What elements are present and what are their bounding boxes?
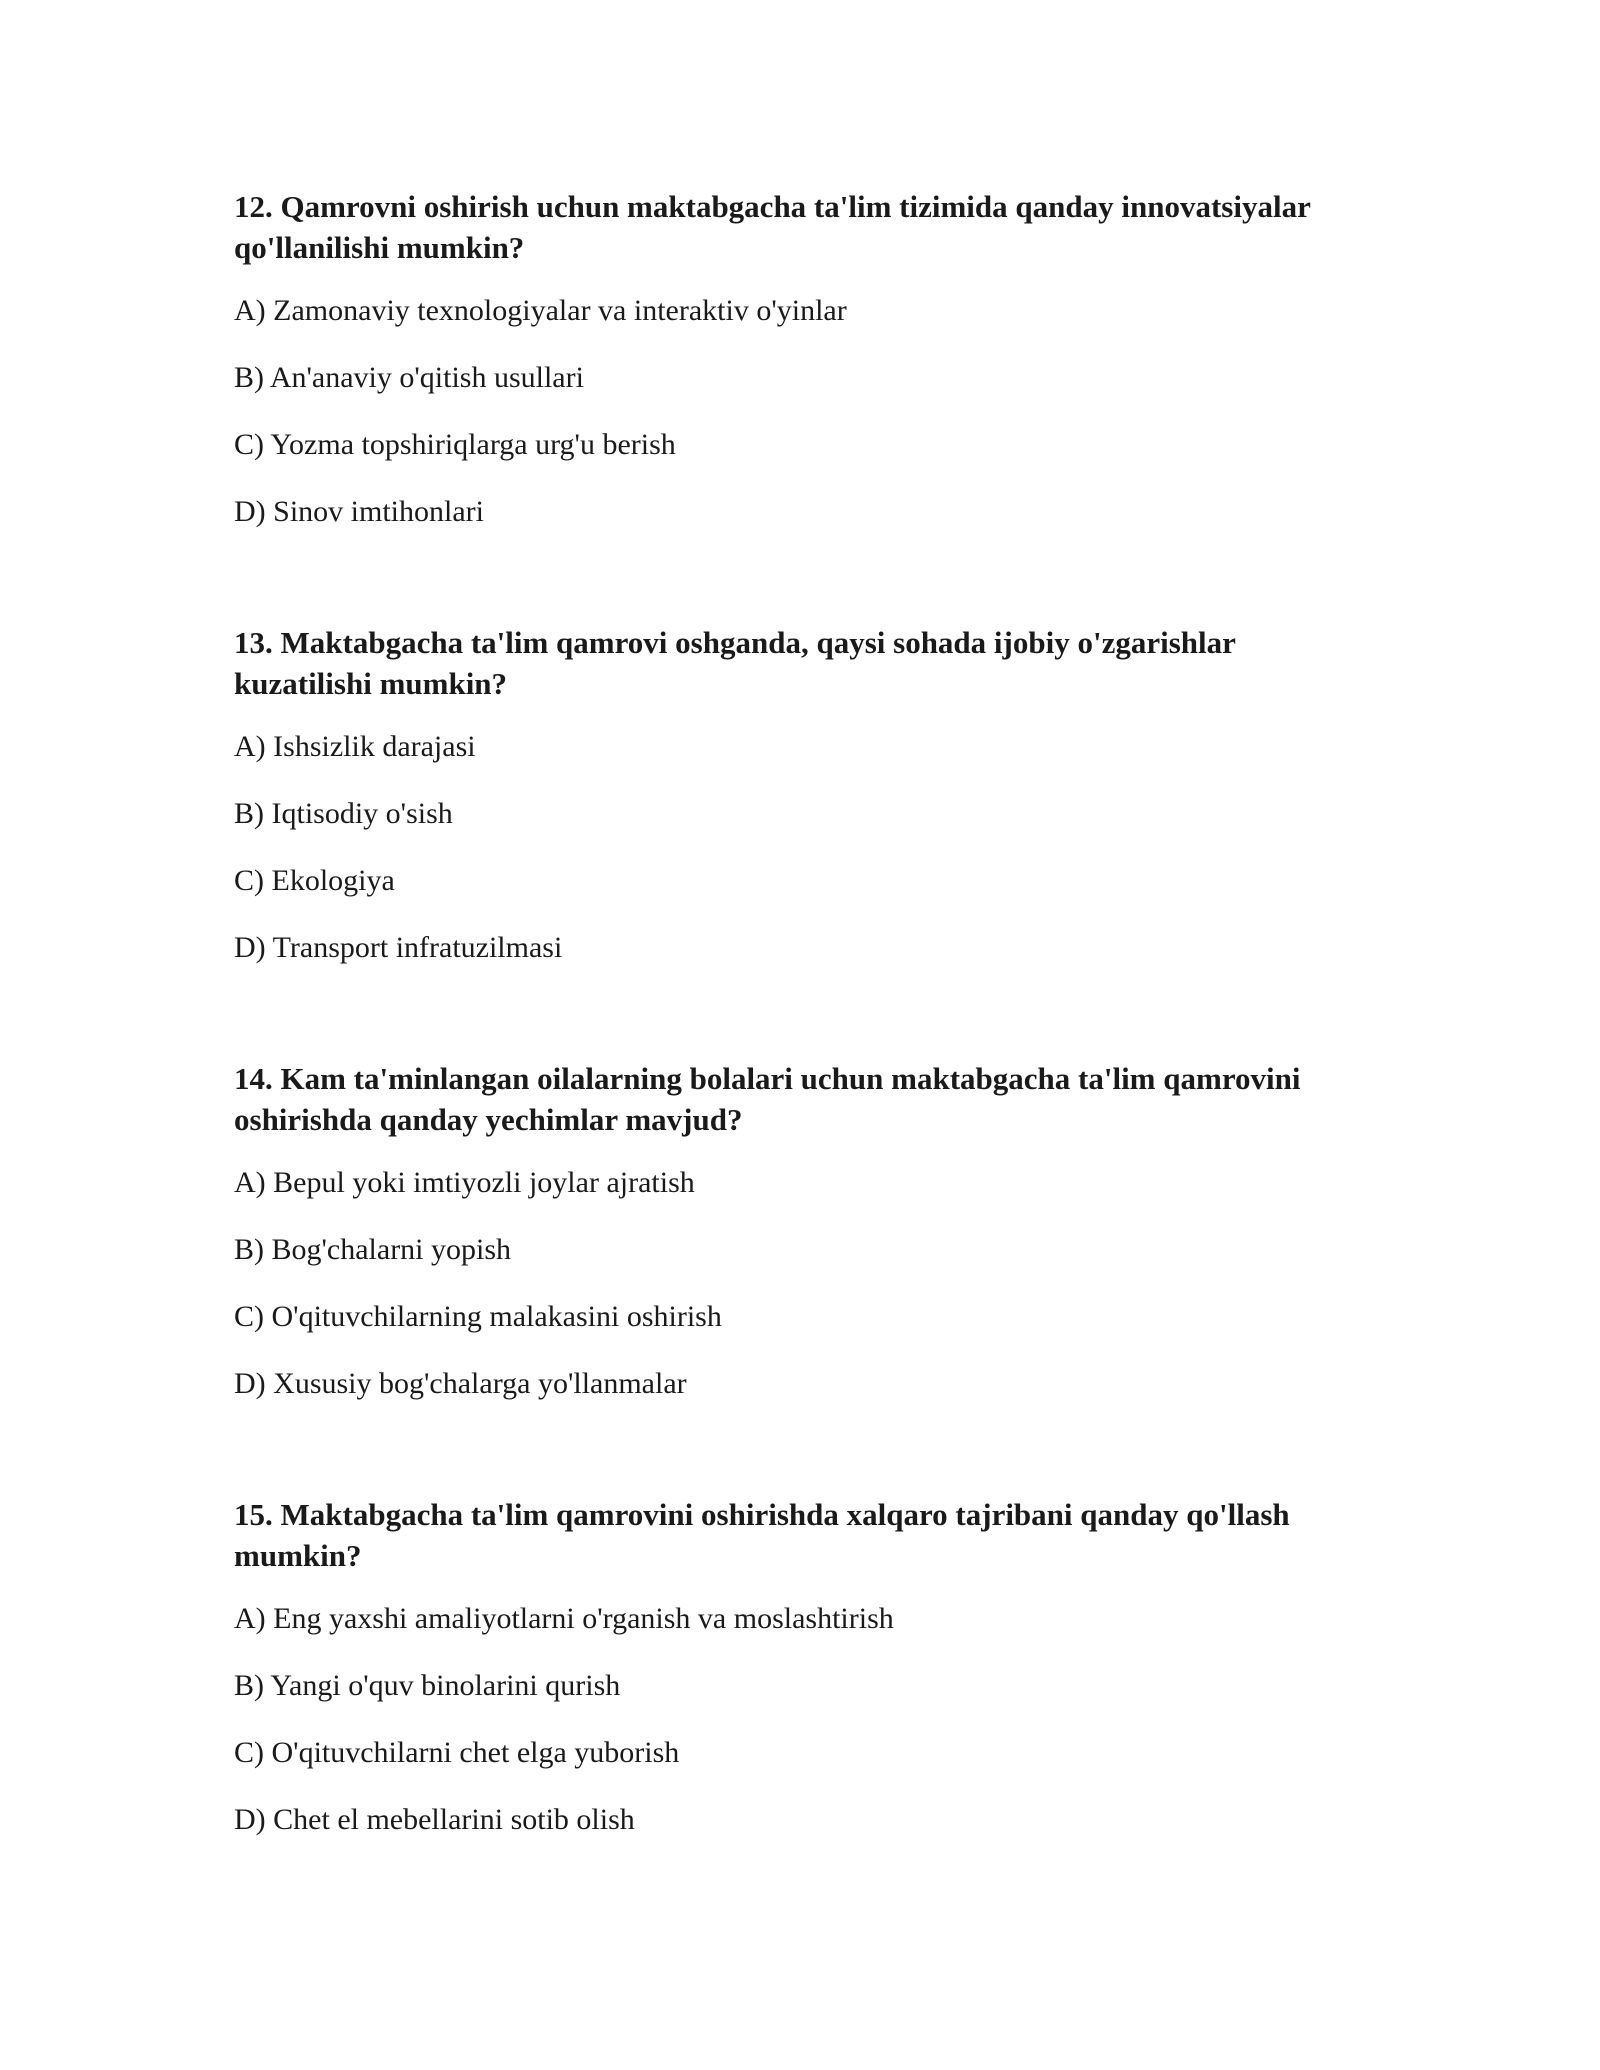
option-d: D) Chet el mebellarini sotib olish [234, 1803, 635, 1836]
option-a: A) Zamonaviy texnologiyalar va interaktiv o'yinlar [234, 294, 847, 327]
question-title: 12. Qamrovni oshirish uchun maktabgacha ta'lim tizimida qanday innovatsiyalar qo'llanilishi mumkin? [234, 189, 1311, 265]
document-page [234, 186, 1364, 1930]
option-d: D) Transport infratuzilmasi [234, 931, 563, 964]
option-a: A) Ishsizlik darajasi [234, 730, 476, 763]
option-c: C) Ekologiya [234, 864, 395, 897]
option-b: B) Bog'chalarni yopish [234, 1233, 512, 1266]
option-b: B) Iqtisodiy o'sish [234, 797, 453, 830]
question-title: 13. Maktabgacha ta'lim qamrovi oshganda, qaysi sohada ijobiy o'zgarishlar kuzatilishi mumkin? [234, 625, 1236, 701]
question-title: 15. Maktabgacha ta'lim qamrovini oshirishda xalqaro tajribani qanday qo'llash mumkin? [234, 1497, 1290, 1573]
question-15 [234, 1494, 1364, 1838]
option-d: D) Xususiy bog'chalarga yo'llanmalar [234, 1367, 687, 1400]
question-12 [234, 186, 1364, 530]
option-c: C) O'qituvchilarning malakasini oshirish [234, 1300, 722, 1333]
option-a: A) Eng yaxshi amaliyotlarni o'rganish va moslashtirish [234, 1602, 894, 1635]
option-a: A) Bepul yoki imtiyozli joylar ajratish [234, 1166, 695, 1199]
option-b: B) An'anaviy o'qitish usullari [234, 361, 584, 394]
option-c: C) O'qituvchilarni chet elga yuborish [234, 1736, 680, 1769]
question-13 [234, 622, 1364, 966]
option-c: C) Yozma topshiriqlarga urg'u berish [234, 428, 676, 461]
option-b: B) Yangi o'quv binolarini qurish [234, 1669, 621, 1702]
option-d: D) Sinov imtihonlari [234, 495, 484, 528]
question-14 [234, 1058, 1364, 1402]
question-title: 14. Kam ta'minlangan oilalarning bolalari uchun maktabgacha ta'lim qamrovini oshirishda qanday yechimlar mavjud? [234, 1061, 1301, 1137]
